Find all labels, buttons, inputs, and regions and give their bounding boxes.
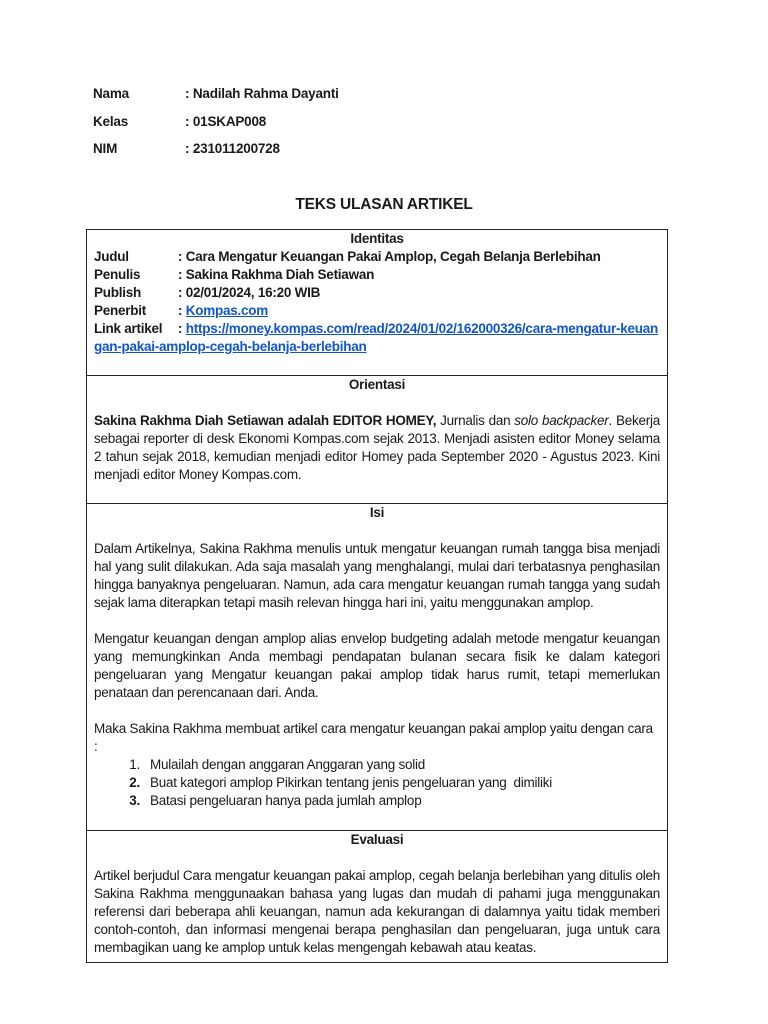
penerbit-colon: :: [178, 303, 186, 318]
evaluasi-section: [87, 831, 667, 962]
penerbit-link[interactable]: Kompas.com: [185, 303, 269, 318]
orientasi-heading: Orientasi: [348, 377, 406, 392]
penulis-label: Penulis: [94, 267, 141, 282]
penerbit-value-wrap: [178, 302, 660, 320]
nim-value: : 231011200728: [185, 141, 280, 156]
step-text: Buat kategori amplop Pikirkan tentang jenis pengeluaran yang dimiliki: [150, 775, 552, 790]
step-number: 1.: [129, 757, 140, 772]
penerbit-row: [94, 302, 660, 320]
publish-label: Publish: [94, 285, 142, 300]
penulis-row: [94, 266, 660, 284]
list-item: [94, 756, 660, 774]
isi-paragraph-3: Maka Sakina Rakhma membuat artikel cara mengatur keuangan pakai amplop yaitu dengan cara :: [94, 721, 660, 754]
student-class-row: [93, 114, 339, 142]
judul-row: [94, 248, 660, 266]
orientasi-italic: solo backpacker: [514, 413, 609, 428]
list-item: [94, 774, 660, 792]
review-table: [86, 229, 668, 963]
link-label: Link artikel: [94, 321, 163, 336]
identitas-heading: Identitas: [350, 231, 404, 246]
name-label: Nama: [93, 86, 129, 101]
name-value: : Nadilah Rahma Dayanti: [185, 86, 339, 101]
nim-label: NIM: [93, 141, 118, 156]
link-colon: :: [178, 321, 186, 336]
orientasi-bold-lead: Sakina Rakhma Diah Setiawan adalah EDITOR HOMEY,: [94, 413, 437, 428]
student-nim-row: [93, 141, 339, 169]
isi-section: [87, 504, 667, 831]
student-name-row: [93, 86, 339, 114]
orientasi-section: [87, 376, 667, 504]
penerbit-label: Penerbit: [94, 303, 147, 318]
class-label: Kelas: [93, 113, 129, 129]
step-number: 3.: [129, 793, 140, 808]
orientasi-text-a: Jurnalis dan: [436, 413, 515, 428]
list-item: [94, 792, 660, 810]
article-link[interactable]: https://money.kompas.com/read/2024/01/02/162000326/cara-mengatur-keuangan-pakai-amplop-cegah-belanja-berlebihan: [94, 321, 658, 354]
link-row: [94, 320, 660, 356]
isi-paragraph-2: Mengatur keuangan dengan amplop alias envelop budgeting adalah metode mengatur keuangan yang memungkinkan Anda membagi pendapatan bulanan secara fisik ke dalam kategori pengeluaran yang Mengatur keuangan pakai amplop tidak harus rumit, tetapi memerlukan penataan dan perencanaan dari. Anda.: [94, 631, 660, 700]
isi-heading: Isi: [369, 505, 385, 520]
evaluasi-heading: Evaluasi: [350, 832, 404, 847]
isi-paragraph-1: Dalam Artikelnya, Sakina Rakhma menulis untuk mengatur keuangan rumah tangga bisa menjadi hal yang sulit dilakukan. Ada saja masalah yang menghalangi, mulai dari terbatasnya penghasilan hingga banyaknya pengeluaran. Namun, ada cara mengatur keuangan rumah tangga yang sudah sejak lama diterapkan tetapi masih relevan hingga hari ini, yaitu menggunakan amplop.: [94, 541, 660, 610]
judul-value: : Cara Mengatur Keuangan Pakai Amplop, Cegah Belanja Berlebihan: [178, 249, 601, 264]
step-number: 2.: [129, 775, 140, 790]
publish-value: : 02/01/2024, 16:20 WIB: [178, 285, 321, 300]
evaluasi-paragraph: Artikel berjudul Cara mengatur keuangan pakai amplop, cegah belanja berlebihan yang ditulis oleh Sakina Rakhma menggunaakan bahasa yang lugas dan mudah di pahami juga menggunakan referensi dari beberapa ahli keuangan, namun ada kekurangan di dalamnya yaitu tidak memberi contoh-contoh, dan informasi mengenai berapa penghasilan dan pengeluaran, juga untuk cara membagikan uang ke amplop untuk kelas mengengah kebawah atau keatas.: [94, 868, 660, 955]
document-title: TEKS ULASAN ARTIKEL: [295, 196, 473, 213]
penulis-value: : Sakina Rakhma Diah Setiawan: [178, 267, 375, 282]
steps-list: [94, 756, 660, 810]
class-value: : 01SKAP008: [185, 113, 267, 129]
orientasi-text-b: . Bekerja sebagai reporter di desk Ekonomi Kompas.com sejak 2013. Menjadi asisten editor Money selama 2 tahun sejak 2018, kemudian menjadi editor Homey pada September 2020 - Agustus 2023. Kini menjadi editor Money Kompas.com.: [94, 413, 660, 482]
identitas-section: [87, 230, 667, 376]
step-text: Mulailah dengan anggaran Anggaran yang solid: [150, 757, 425, 772]
student-info: [93, 86, 339, 169]
step-text: Batasi pengeluaran hanya pada jumlah amplop: [150, 793, 422, 808]
orientasi-paragraph: [94, 412, 660, 484]
judul-label: Judul: [94, 249, 129, 264]
publish-row: [94, 284, 660, 302]
